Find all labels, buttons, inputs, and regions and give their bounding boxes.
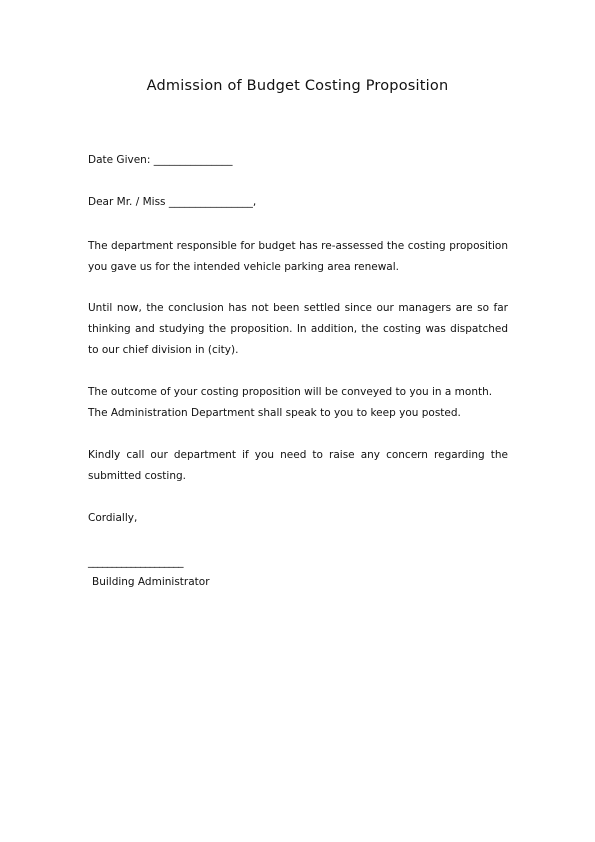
paragraph-1: The department responsible for budget has re-assessed the costing proposition you gave us for the intended vehicle parking area renewal.	[88, 240, 508, 273]
closing: Cordially,	[88, 512, 138, 524]
paragraph-2: Until now, the conclusion has not been settled since our managers are so far thinking and studying the proposition. In addition, the costing was dispatched to our chief division in (city).	[88, 302, 508, 356]
salutation: Dear Mr. / Miss ________________,	[88, 196, 257, 208]
signature-line: ____________________	[88, 556, 183, 568]
signer-title: Building Administrator	[92, 576, 210, 588]
date-line: Date Given: _______________	[88, 154, 233, 166]
document-title: Admission of Budget Costing Proposition	[146, 78, 449, 94]
paragraph-3: The outcome of your costing proposition will be conveyed to you in a month. The Administration Department shall speak to you to keep you posted.	[88, 386, 493, 419]
paragraph-4: Kindly call our department if you need to raise any concern regarding the submitted costing.	[88, 449, 508, 482]
